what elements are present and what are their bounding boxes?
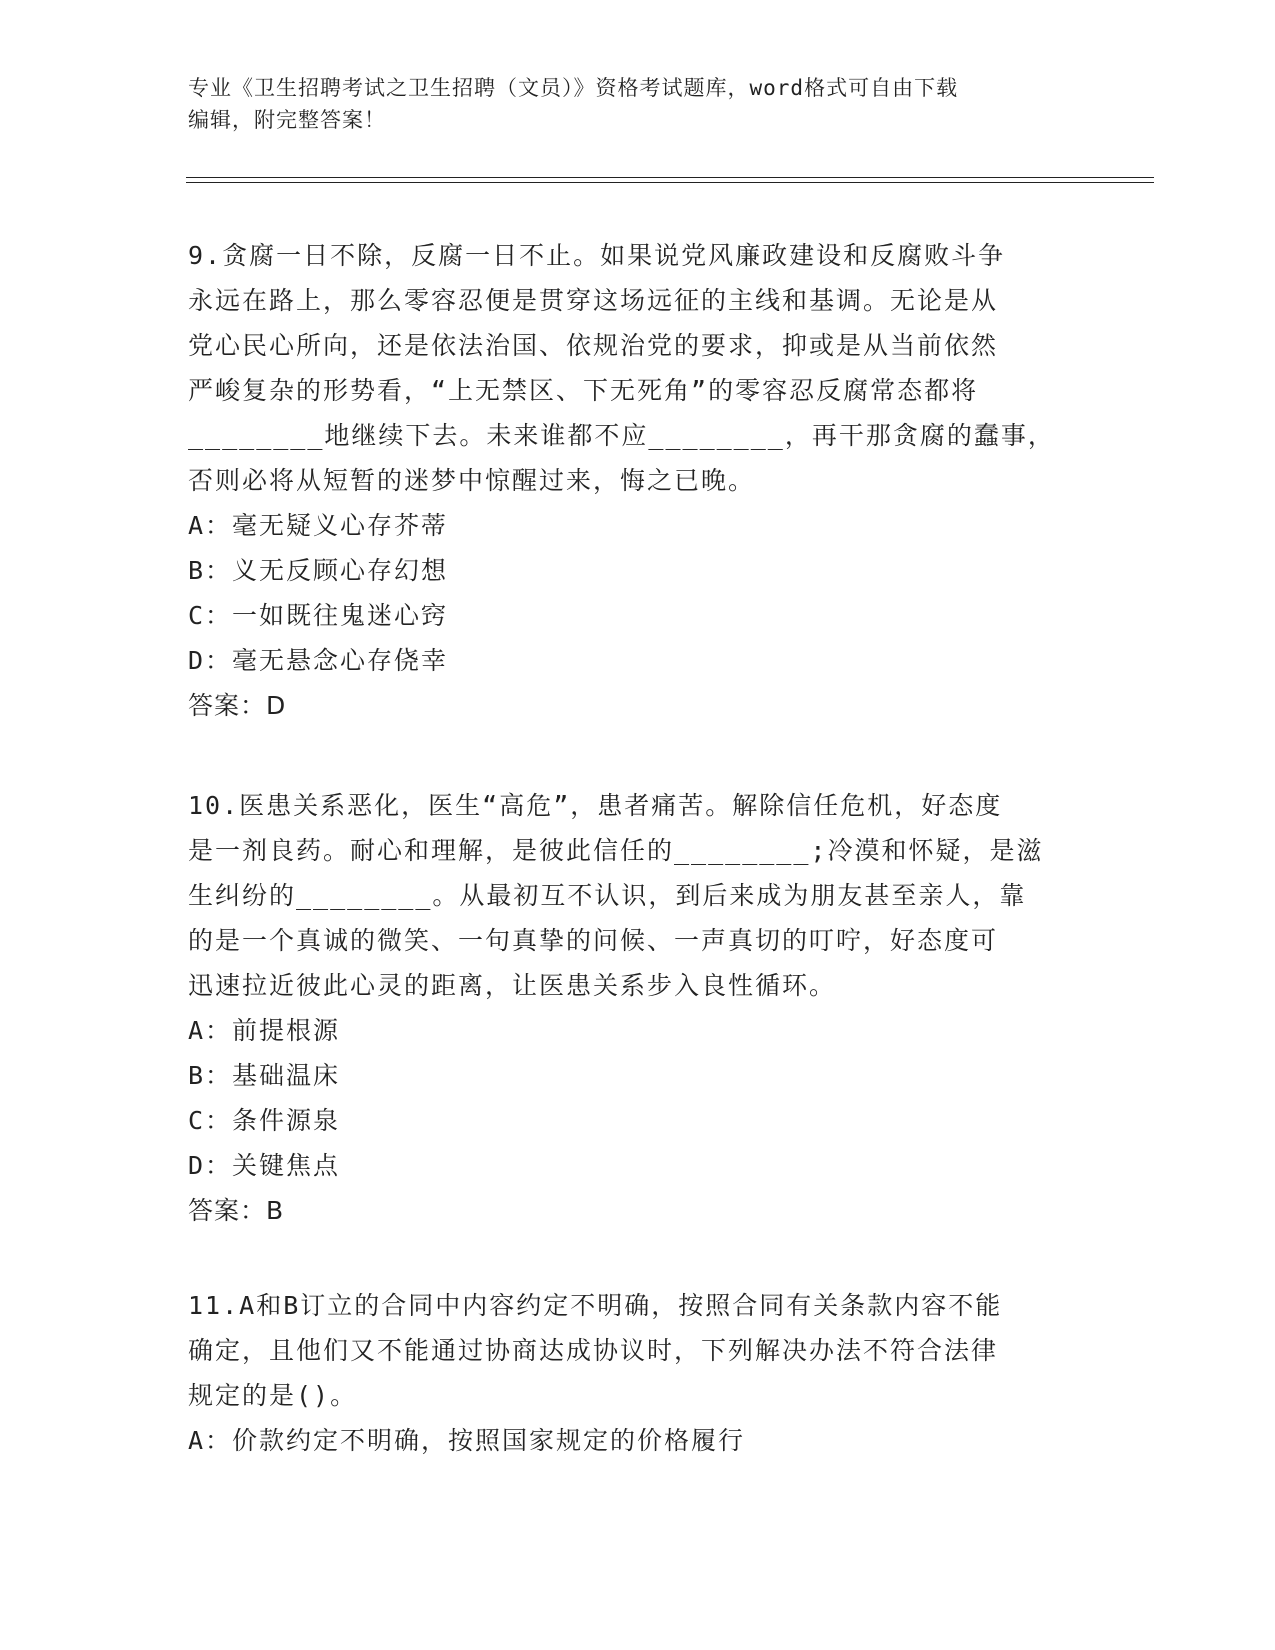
option-d: D：关键焦点 <box>188 1151 341 1180</box>
option-a: A：价款约定不明确，按照国家规定的价格履行 <box>188 1426 746 1455</box>
option-a: A：前提根源 <box>188 1016 341 1045</box>
question-stem-line: 10.医患关系恶化，医生“高危”，患者痛苦。解除信任危机，好态度 <box>188 791 1003 820</box>
header-divider-bottom <box>186 182 1154 183</box>
header-line-1: 专业《卫生招聘考试之卫生招聘（文员）》资格考试题库，word格式可自由下载 <box>188 76 959 100</box>
question-stem-line: 生纠纷的________。从最初互不认识，到后来成为朋友甚至亲人，靠 <box>188 881 1027 910</box>
option-d: D：毫无悬念心存侥幸 <box>188 646 449 675</box>
option-a: A：毫无疑义心存芥蒂 <box>188 511 449 540</box>
question-stem-line: 11.A和B订立的合同中内容约定不明确，按照合同有关条款内容不能 <box>188 1291 1003 1320</box>
question-stem-line: 是一剂良药。耐心和理解，是彼此信任的________;冷漠和怀疑，是滋 <box>188 836 1044 865</box>
option-c: C：一如既往鬼迷心窍 <box>188 601 449 630</box>
question-stem-line: 的是一个真诚的微笑、一句真挚的问候、一声真切的叮咛，好态度可 <box>188 926 999 955</box>
question-stem-line: 永远在路上，那么零容忍便是贯穿这场远征的主线和基调。无论是从 <box>188 286 999 315</box>
question-stem-line: 党心民心所向，还是依法治国、依规治党的要求，抑或是从当前依然 <box>188 331 999 360</box>
question-stem-line: ________地继续下去。未来谁都不应________，再干那贪腐的蠢事， <box>188 421 1055 450</box>
header-divider-top <box>186 177 1154 178</box>
question-stem-line: 严峻复杂的形势看，“上无禁区、下无死角”的零容忍反腐常态都将 <box>188 376 979 405</box>
question-9 <box>188 233 1088 728</box>
answer-label: 答案：B <box>188 1196 285 1225</box>
answer-label: 答案：D <box>188 691 287 720</box>
question-stem-line: 确定，且他们又不能通过协商达成协议时，下列解决办法不符合法律 <box>188 1336 999 1365</box>
question-stem-line: 迅速拉近彼此心灵的距离，让医患关系步入良性循环。 <box>188 971 837 1000</box>
question-11 <box>188 1283 1088 1463</box>
header-line-2: 编辑，附完整答案！ <box>188 108 386 132</box>
option-c: C：条件源泉 <box>188 1106 341 1135</box>
option-b: B：基础温床 <box>188 1061 341 1090</box>
question-stem-line: 9.贪腐一日不除，反腐一日不止。如果说党风廉政建设和反腐败斗争 <box>188 241 1006 270</box>
question-stem-line: 规定的是()。 <box>188 1381 358 1410</box>
question-10 <box>188 783 1088 1233</box>
option-b: B：义无反顾心存幻想 <box>188 556 449 585</box>
document-header <box>188 72 1088 136</box>
question-stem-line: 否则必将从短暂的迷梦中惊醒过来，悔之已晚。 <box>188 466 756 495</box>
